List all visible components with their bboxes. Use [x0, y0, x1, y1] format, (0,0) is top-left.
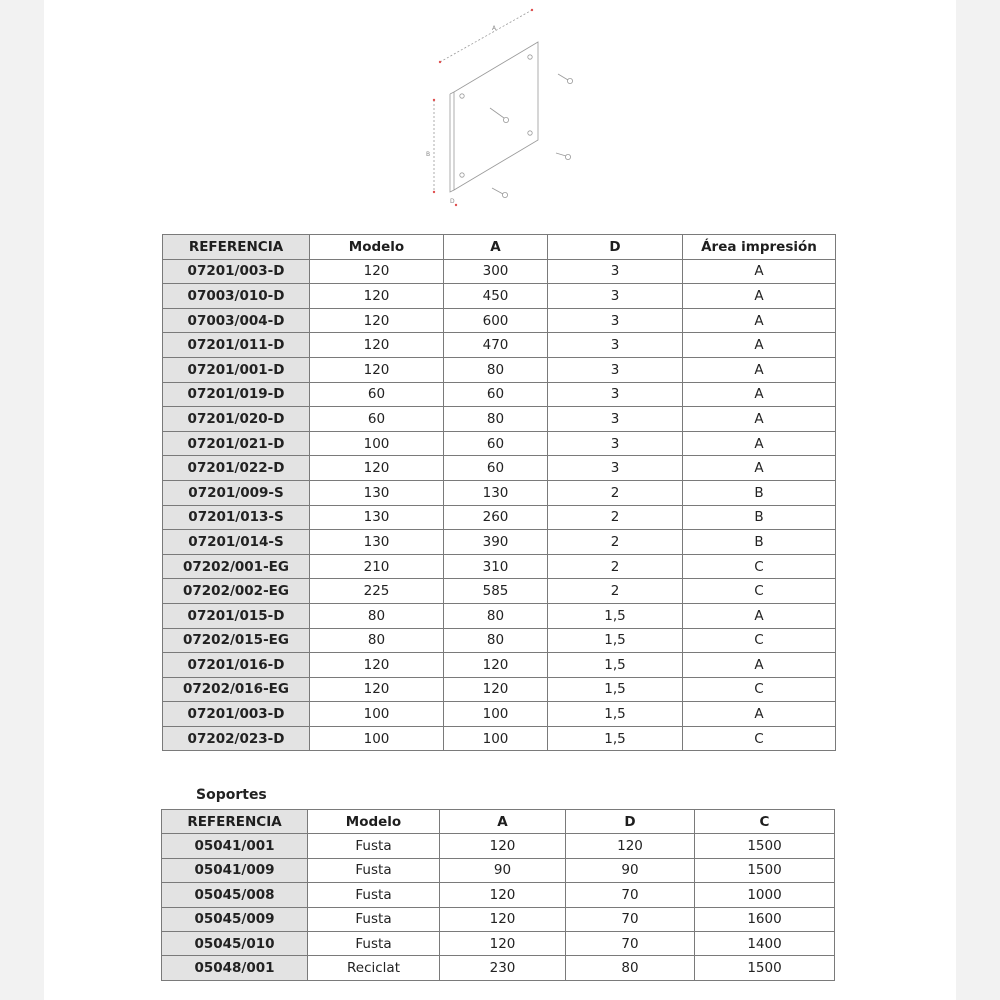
header-a: A	[440, 810, 566, 834]
cell-referencia: 07003/004-D	[163, 308, 310, 333]
cell-referencia: 07202/001-EG	[163, 554, 310, 579]
cell-a: 100	[444, 702, 548, 727]
cell-last: 1500	[695, 858, 835, 882]
cell-referencia: 07201/021-D	[163, 431, 310, 456]
cell-d: 1,5	[548, 702, 683, 727]
cell-last: B	[683, 480, 836, 505]
cell-last: 1600	[695, 907, 835, 931]
table-row	[163, 456, 836, 481]
screw-icon	[556, 153, 571, 160]
hole-icon	[460, 173, 464, 177]
cell-last: 1500	[695, 834, 835, 858]
cell-d: 3	[548, 431, 683, 456]
cell-last: B	[683, 505, 836, 530]
cell-referencia: 05045/010	[162, 931, 308, 955]
cell-last: A	[683, 259, 836, 284]
cell-a: 470	[444, 333, 548, 358]
cell-last: C	[683, 677, 836, 702]
cell-last: A	[683, 357, 836, 382]
cell-d: 1,5	[548, 726, 683, 751]
cell-a: 585	[444, 579, 548, 604]
cell-modelo: 100	[310, 726, 444, 751]
cell-modelo: Fusta	[308, 883, 440, 907]
cell-d: 2	[548, 554, 683, 579]
header-d: D	[548, 235, 683, 260]
cell-d: 1,5	[548, 628, 683, 653]
screw-icon	[490, 108, 509, 123]
cell-d: 2	[548, 480, 683, 505]
cell-modelo: 60	[310, 407, 444, 432]
product-table	[162, 234, 836, 751]
cell-modelo: 210	[310, 554, 444, 579]
cell-last: C	[683, 579, 836, 604]
cell-modelo: 120	[310, 284, 444, 309]
cell-modelo: 120	[310, 677, 444, 702]
cell-modelo: Fusta	[308, 858, 440, 882]
cell-d: 3	[548, 259, 683, 284]
cell-last: A	[683, 456, 836, 481]
cell-last: C	[683, 726, 836, 751]
cell-a: 120	[444, 653, 548, 678]
panel-edge	[450, 92, 454, 192]
cell-d: 90	[566, 858, 695, 882]
cell-a: 80	[444, 628, 548, 653]
table-row	[163, 333, 836, 358]
panel-mounting-diagram	[410, 0, 600, 220]
cell-referencia: 07201/020-D	[163, 407, 310, 432]
table-row	[163, 579, 836, 604]
table-row	[163, 677, 836, 702]
cell-d: 120	[566, 834, 695, 858]
cell-a: 120	[440, 834, 566, 858]
cell-referencia: 07201/003-D	[163, 259, 310, 284]
soportes-table	[161, 809, 835, 981]
table-row	[162, 907, 835, 931]
cell-last: A	[683, 653, 836, 678]
table-row	[162, 883, 835, 907]
cell-last: 1500	[695, 956, 835, 980]
cell-modelo: Reciclat	[308, 956, 440, 980]
cell-d: 70	[566, 931, 695, 955]
cell-referencia: 07201/013-S	[163, 505, 310, 530]
panel-outline	[454, 42, 538, 190]
cell-referencia: 07201/011-D	[163, 333, 310, 358]
cell-referencia: 07201/015-D	[163, 603, 310, 628]
table-row	[163, 702, 836, 727]
cell-modelo: 100	[310, 431, 444, 456]
cell-a: 120	[440, 931, 566, 955]
cell-modelo: Fusta	[308, 834, 440, 858]
table-row	[163, 259, 836, 284]
header-referencia: REFERENCIA	[163, 235, 310, 260]
cell-a: 60	[444, 456, 548, 481]
cell-d: 1,5	[548, 603, 683, 628]
cell-referencia: 07202/015-EG	[163, 628, 310, 653]
table-row	[163, 407, 836, 432]
cell-modelo: Fusta	[308, 907, 440, 931]
cell-a: 120	[440, 883, 566, 907]
table-header-row	[162, 810, 835, 834]
cell-a: 120	[444, 677, 548, 702]
cell-last: A	[683, 382, 836, 407]
table-row	[163, 530, 836, 555]
cell-last: A	[683, 407, 836, 432]
table-row	[162, 834, 835, 858]
cell-modelo: 120	[310, 653, 444, 678]
soportes-title: Soportes	[196, 787, 267, 803]
screw-icon	[558, 74, 573, 84]
cell-a: 310	[444, 554, 548, 579]
cell-referencia: 05048/001	[162, 956, 308, 980]
table-row	[163, 554, 836, 579]
cell-d: 3	[548, 407, 683, 432]
cell-modelo: 120	[310, 333, 444, 358]
cell-d: 1,5	[548, 653, 683, 678]
cell-referencia: 05041/009	[162, 858, 308, 882]
cell-last: C	[683, 554, 836, 579]
cell-modelo: 80	[310, 603, 444, 628]
cell-a: 90	[440, 858, 566, 882]
table-row	[163, 308, 836, 333]
hole-icon	[460, 94, 464, 98]
cell-last: B	[683, 530, 836, 555]
table-row	[163, 726, 836, 751]
cell-a: 130	[444, 480, 548, 505]
cell-referencia: 07201/001-D	[163, 357, 310, 382]
screw-icon	[492, 188, 508, 198]
cell-d: 3	[548, 284, 683, 309]
cell-modelo: 225	[310, 579, 444, 604]
table-row	[162, 858, 835, 882]
cell-a: 450	[444, 284, 548, 309]
header-c: C	[695, 810, 835, 834]
cell-d: 1,5	[548, 677, 683, 702]
cell-modelo: 130	[310, 530, 444, 555]
header-referencia: REFERENCIA	[162, 810, 308, 834]
cell-referencia: 07201/009-S	[163, 480, 310, 505]
cell-last: A	[683, 284, 836, 309]
cell-last: 1000	[695, 883, 835, 907]
cell-referencia: 07201/003-D	[163, 702, 310, 727]
cell-a: 80	[444, 407, 548, 432]
hole-icon	[528, 131, 532, 135]
cell-referencia: 07003/010-D	[163, 284, 310, 309]
cell-d: 2	[548, 579, 683, 604]
cell-referencia: 07202/023-D	[163, 726, 310, 751]
cell-referencia: 07201/022-D	[163, 456, 310, 481]
cell-a: 390	[444, 530, 548, 555]
cell-d: 3	[548, 333, 683, 358]
table-row	[162, 956, 835, 980]
cell-a: 230	[440, 956, 566, 980]
cell-d: 70	[566, 907, 695, 931]
cell-referencia: 07201/019-D	[163, 382, 310, 407]
cell-a: 80	[444, 357, 548, 382]
header-d: D	[566, 810, 695, 834]
dimension-d-label: D	[450, 198, 455, 205]
table-row	[163, 480, 836, 505]
cell-a: 60	[444, 431, 548, 456]
cell-a: 120	[440, 907, 566, 931]
header-a: A	[444, 235, 548, 260]
table-row	[163, 284, 836, 309]
cell-referencia: 07202/016-EG	[163, 677, 310, 702]
cell-last: A	[683, 431, 836, 456]
table-row	[163, 628, 836, 653]
cell-d: 2	[548, 530, 683, 555]
cell-d: 3	[548, 382, 683, 407]
cell-d: 3	[548, 357, 683, 382]
cell-d: 70	[566, 883, 695, 907]
cell-a: 60	[444, 382, 548, 407]
table-row	[163, 505, 836, 530]
cell-a: 300	[444, 259, 548, 284]
cell-d: 3	[548, 308, 683, 333]
hole-icon	[528, 55, 532, 59]
table-row	[163, 357, 836, 382]
cell-last: A	[683, 603, 836, 628]
cell-d: 2	[548, 505, 683, 530]
header-modelo: Modelo	[310, 235, 444, 260]
cell-last: A	[683, 333, 836, 358]
cell-modelo: 120	[310, 357, 444, 382]
dimension-b-label: B	[426, 151, 431, 158]
cell-a: 600	[444, 308, 548, 333]
cell-referencia: 07202/002-EG	[163, 579, 310, 604]
cell-last: C	[683, 628, 836, 653]
cell-last: 1400	[695, 931, 835, 955]
cell-modelo: 120	[310, 259, 444, 284]
cell-modelo: 130	[310, 505, 444, 530]
cell-referencia: 07201/014-S	[163, 530, 310, 555]
header-area-impresion: Área impresión	[683, 235, 836, 260]
cell-modelo: 130	[310, 480, 444, 505]
cell-last: A	[683, 702, 836, 727]
cell-modelo: Fusta	[308, 931, 440, 955]
cell-referencia: 05045/009	[162, 907, 308, 931]
cell-a: 260	[444, 505, 548, 530]
header-modelo: Modelo	[308, 810, 440, 834]
cell-d: 80	[566, 956, 695, 980]
cell-a: 80	[444, 603, 548, 628]
cell-modelo: 120	[310, 308, 444, 333]
table-row	[163, 653, 836, 678]
cell-d: 3	[548, 456, 683, 481]
cell-modelo: 120	[310, 456, 444, 481]
cell-referencia: 07201/016-D	[163, 653, 310, 678]
cell-referencia: 05041/001	[162, 834, 308, 858]
cell-modelo: 100	[310, 702, 444, 727]
table-row	[162, 931, 835, 955]
table-row	[163, 382, 836, 407]
cell-a: 100	[444, 726, 548, 751]
cell-last: A	[683, 308, 836, 333]
cell-referencia: 05045/008	[162, 883, 308, 907]
table-header-row	[163, 235, 836, 260]
cell-modelo: 80	[310, 628, 444, 653]
cell-modelo: 60	[310, 382, 444, 407]
table-row	[163, 603, 836, 628]
table-row	[163, 431, 836, 456]
dimension-a-label: A	[492, 25, 497, 32]
